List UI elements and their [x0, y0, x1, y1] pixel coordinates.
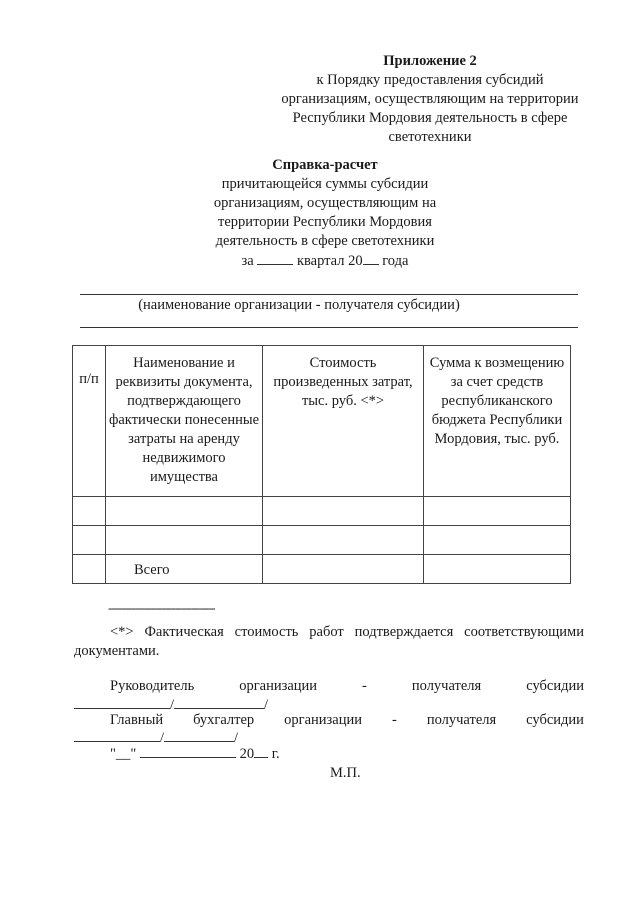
date-day[interactable]: "__"	[110, 746, 137, 762]
caption-word: -	[362, 678, 367, 694]
table-header-row	[73, 346, 571, 497]
slash: /	[170, 697, 175, 713]
accountant-signature-blank[interactable]	[74, 728, 160, 742]
caption-word: получателя	[426, 712, 497, 728]
table-cell[interactable]	[263, 497, 424, 526]
table-cell[interactable]	[73, 497, 106, 526]
header-text: Наименование и реквизиты документа, подтверждающего фактически понесенные затраты на аренду недвижимого имущества	[108, 355, 260, 485]
date-line	[110, 744, 280, 764]
certificate-line: территории Республики Мордовия	[218, 214, 432, 230]
period-quarter: квартал 20	[296, 253, 363, 269]
total-cost-cell[interactable]	[263, 555, 424, 584]
date-year-prefix: 20	[239, 746, 255, 762]
total-label-cell	[106, 555, 263, 584]
header-text: Стоимость произведенных затрат, тыс. руб. <*>	[273, 355, 413, 409]
caption-word: Руководитель	[110, 678, 195, 694]
caption-word: субсидии	[526, 678, 584, 694]
table-cell[interactable]	[424, 526, 571, 555]
period-line	[180, 251, 470, 271]
footnote-body: <*> Фактическая стоимость работ подтверждается соответствующими документами.	[74, 624, 584, 659]
certificate-line: деятельность в сфере светотехники	[215, 233, 435, 249]
certificate-line: организациям, осуществляющим на	[213, 195, 437, 211]
footnote-separator: --------------------------------	[108, 600, 215, 615]
table-cell	[73, 555, 106, 584]
appendix-line: Республики Мордовия деятельность в сфере	[292, 110, 568, 126]
table-row	[73, 497, 571, 526]
appendix-line: к Порядку предоставления субсидий	[316, 72, 544, 88]
slash: /	[160, 730, 165, 746]
head-name-blank[interactable]	[174, 695, 264, 709]
stamp-place: М.П.	[330, 765, 361, 781]
date-year-suffix: г.	[271, 746, 280, 762]
table-cell[interactable]	[263, 526, 424, 555]
appendix-line: организациям, осуществляющим на территории	[281, 91, 579, 107]
caption-word: -	[392, 712, 397, 728]
head-signature-caption	[74, 677, 584, 696]
org-name-line[interactable]	[80, 294, 578, 295]
header-text: Сумма к возмещению за счет средств республиканского бюджета Республики Мордовия, тыс. руб.	[429, 355, 565, 447]
caption-word: получателя	[411, 678, 482, 694]
footnote-text	[74, 623, 584, 661]
period-prefix: за	[241, 253, 254, 269]
caption-word: организации	[239, 678, 318, 694]
date-year-blank[interactable]	[254, 744, 268, 758]
period-suffix: года	[382, 253, 409, 269]
total-label: Всего	[134, 562, 170, 578]
caption-word: организации	[284, 712, 363, 728]
certificate-title: Справка-расчет	[272, 157, 378, 173]
table-row	[73, 526, 571, 555]
slash: /	[264, 697, 269, 713]
date-month-blank[interactable]	[140, 744, 236, 758]
caption-word: субсидии	[526, 712, 584, 728]
appendix-title: Приложение 2	[383, 53, 477, 69]
org-name-line-2[interactable]	[80, 327, 578, 328]
appendix-line: светотехники	[388, 129, 472, 145]
total-refund-cell[interactable]	[424, 555, 571, 584]
appendix-header	[268, 52, 592, 147]
accountant-name-blank[interactable]	[164, 728, 234, 742]
table-cell[interactable]	[106, 526, 263, 555]
table-total-row	[73, 555, 571, 584]
slash: /	[234, 730, 239, 746]
table-cell[interactable]	[73, 526, 106, 555]
header-cell-cost	[263, 346, 424, 497]
caption-word: Главный	[110, 712, 164, 728]
header-cell-refund	[424, 346, 571, 497]
certificate-line: причитающейся суммы субсидии	[221, 176, 429, 192]
year-blank[interactable]	[363, 251, 379, 265]
certificate-heading	[180, 156, 470, 271]
header-cell-document	[106, 346, 263, 497]
table-cell[interactable]	[424, 497, 571, 526]
quarter-blank[interactable]	[257, 251, 293, 265]
caption-word: бухгалтер	[193, 712, 255, 728]
header-text: п/п	[79, 371, 99, 387]
header-cell-number	[73, 346, 106, 497]
table-cell[interactable]	[106, 497, 263, 526]
head-signature-blank[interactable]	[74, 695, 170, 709]
calculation-table	[72, 345, 571, 584]
org-name-label: (наименование организации - получателя субсидии)	[138, 297, 460, 313]
